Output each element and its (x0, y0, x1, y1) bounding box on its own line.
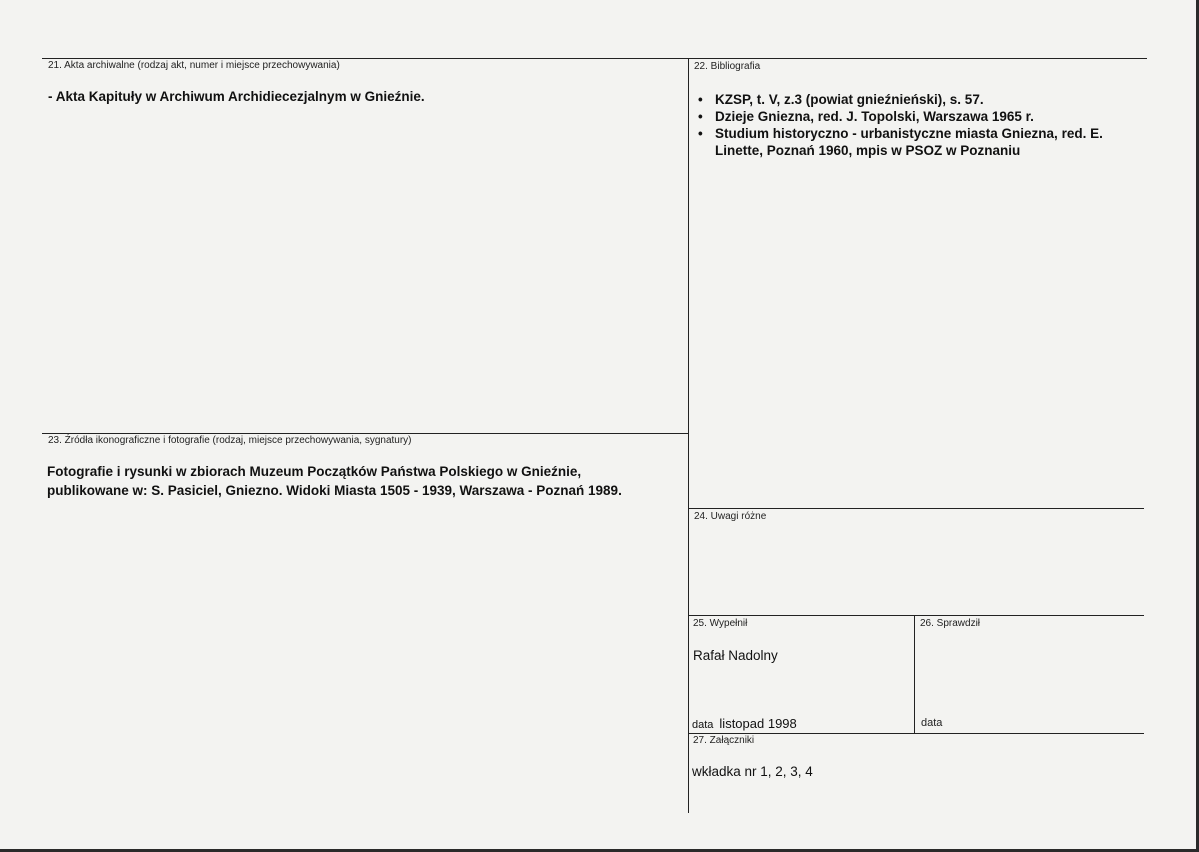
attachments-content: wkładka nr 1, 2, 3, 4 (692, 764, 813, 779)
section27-top-rule (688, 733, 1144, 734)
section23-line1: Fotografie i rysunki w zbiorach Muzeum Początków Państwa Polskiego w Gnieźnie, (47, 464, 582, 479)
filled-by-name: Rafał Nadolny (693, 648, 778, 663)
bibliography-item: • KZSP, t. V, z.3 (powiat gnieźnieński), s. 57. (695, 91, 1145, 108)
section21-content: - Akta Kapituły w Archiwum Archidiecezjalnym w Gnieźnie. (48, 89, 425, 104)
section23-top-rule (42, 433, 688, 434)
section25-date-row (692, 715, 797, 733)
section23-label: 23. Źródła ikonograficzne i fotografie (rodzaj, miejsce przechowywania, sygnatury) (48, 435, 412, 446)
section25-date-label: data (692, 719, 714, 731)
bibliography-item: • Studium historyczno - urbanistyczne miasta Gniezna, red. E. Linette, Poznań 1960, mpis w PSOZ w Poznaniu (695, 125, 1145, 159)
section25-26-divider (914, 615, 915, 733)
bibliography-list (695, 91, 1145, 159)
section25-date-value: listopad 1998 (719, 716, 797, 731)
section27-label: 27. Załączniki (693, 735, 755, 746)
section24-top-rule (688, 508, 1144, 509)
section25-label: 25. Wypełnił (693, 618, 748, 629)
section26-date-label: data (921, 717, 943, 729)
section21-label: 21. Akta archiwalne (rodzaj akt, numer i miejsce przechowywania) (48, 60, 340, 71)
top-rule (42, 58, 1147, 59)
section23-line2: publikowane w: S. Pasiciel, Gniezno. Widoki Miasta 1505 - 1939, Warszawa - Poznań 1989. (47, 483, 622, 498)
center-divider (688, 58, 689, 813)
section26-label: 26. Sprawdził (920, 618, 981, 629)
section22-label: 22. Bibliografia (694, 61, 761, 72)
bibliography-item: • Dzieje Gniezna, red. J. Topolski, Warszawa 1965 r. (695, 108, 1145, 125)
section25-top-rule (688, 615, 1144, 616)
section24-label: 24. Uwagi różne (694, 511, 767, 522)
